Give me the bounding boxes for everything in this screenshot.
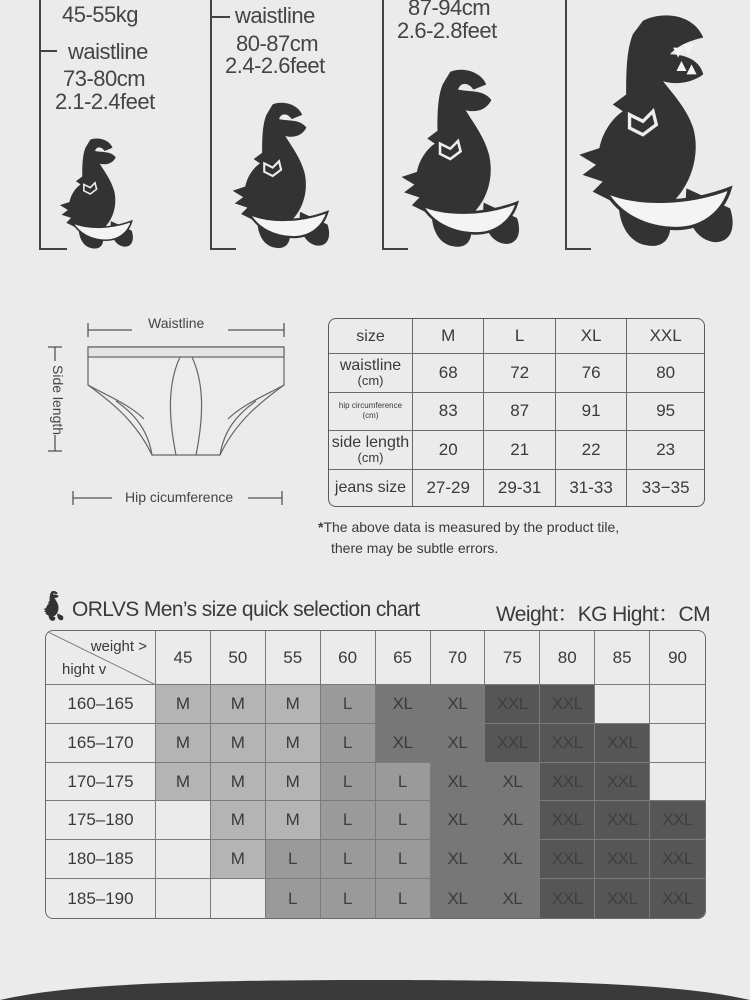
weight-header-cell: 90	[650, 631, 705, 685]
spec-row-label-text: hip circumference	[338, 401, 403, 411]
height-row-header: 170–175	[46, 763, 156, 802]
measure-line	[565, 0, 567, 250]
spec-row-unit: (cm)	[357, 373, 384, 389]
size-recommendation-text: XXL	[606, 771, 638, 791]
weight-header-cell: 80	[540, 631, 595, 685]
size-recommendation-cell	[540, 801, 595, 840]
size-recommendation-cell	[431, 879, 486, 918]
size-recommendation-text: M	[175, 732, 191, 752]
size-recommendation-cell	[156, 879, 211, 918]
size-recommendation-text: M	[230, 849, 245, 869]
size-recommendation-cell	[540, 879, 595, 918]
size-recommendation-cell	[595, 840, 650, 879]
weight-header-cell: 55	[266, 631, 321, 685]
size-recommendation-cell	[376, 879, 431, 918]
figure-waist-cm: 80-87cm	[236, 31, 319, 56]
spec-row-label	[329, 354, 413, 393]
size-recommendation-cell	[156, 840, 211, 879]
spec-row-label-text: waistline	[339, 357, 402, 375]
size-recommendation-cell	[595, 879, 650, 918]
size-recommendation-cell	[266, 724, 321, 763]
dinosaur-mascot-icon	[392, 64, 524, 254]
size-recommendation-text: L	[342, 771, 353, 791]
size-recommendation-text: XL	[447, 693, 468, 713]
note-line-1: The above data is measured by the product tile,	[323, 519, 620, 535]
size-recommendation-cell	[156, 685, 211, 724]
spec-value: 68	[413, 354, 484, 393]
size-recommendation-text: XXL	[551, 888, 583, 908]
size-recommendation-text: L	[397, 810, 408, 830]
size-recommendation-cell	[211, 724, 266, 763]
size-recommendation-text: XXL	[662, 810, 693, 830]
measure-line	[382, 0, 384, 250]
dinosaur-mascot-icon	[568, 4, 738, 252]
size-recommendation-cell	[211, 685, 266, 724]
quick-chart-title-bar	[40, 590, 710, 630]
size-recommendation-cell	[431, 801, 486, 840]
size-recommendation-text: XL	[392, 732, 413, 752]
spec-value: 31-33	[556, 470, 627, 506]
size-recommendation-text: L	[342, 888, 353, 908]
size-recommendation-cell	[595, 801, 650, 840]
briefs-measurement-diagram	[40, 305, 300, 515]
spec-value: 29-31	[484, 470, 555, 506]
size-recommendation-cell	[211, 763, 266, 802]
size-recommendation-cell	[321, 763, 376, 802]
spec-value: 22	[556, 431, 627, 470]
spec-value: 87	[484, 393, 555, 430]
size-recommendation-text: L	[342, 810, 353, 830]
measurement-note	[318, 517, 619, 559]
figure-waist-feet: 2.6-2.8feet	[397, 18, 497, 43]
weight-header-cell: 75	[485, 631, 540, 685]
size-recommendation-cell	[431, 763, 486, 802]
spec-value: 21	[484, 431, 555, 470]
size-recommendation-text: M	[175, 771, 191, 791]
spec-row-label	[329, 393, 413, 430]
size-recommendation-text: L	[342, 732, 353, 752]
waistline-dimension-label: Waistline	[148, 315, 205, 331]
spec-header-row	[329, 319, 704, 354]
spec-row	[329, 470, 704, 506]
weight-header-cell: 50	[211, 631, 266, 685]
size-recommendation-cell	[376, 724, 431, 763]
figure-weight: 45-55kg	[62, 2, 139, 27]
size-recommendation-text: XXL	[662, 888, 693, 908]
size-recommendation-text: XXL	[606, 888, 638, 908]
size-recommendation-cell	[266, 879, 321, 918]
size-recommendation-cell	[266, 685, 321, 724]
size-recommendation-text: M	[230, 771, 245, 791]
size-recommendation-text: XXL	[497, 693, 528, 713]
measure-tick	[39, 50, 57, 52]
dinosaur-mascot-icon	[224, 98, 334, 254]
hip-dimension-label: Hip cicumference	[125, 489, 234, 505]
figure-waist-label: waistline	[68, 39, 148, 64]
size-recommendation-cell	[485, 685, 540, 724]
size-recommendation-cell	[485, 801, 540, 840]
spec-size-header: size	[329, 319, 413, 354]
weight-header-cell: 65	[376, 631, 431, 685]
note-line-2: there may be subtle errors.	[331, 540, 499, 556]
size-recommendation-text: XXL	[606, 810, 638, 830]
spec-value: 20	[413, 431, 484, 470]
size-recommendation-cell	[321, 801, 376, 840]
size-recommendation-text: M	[285, 693, 300, 713]
size-recommendation-text: M	[175, 693, 191, 713]
size-recommendation-cell	[485, 763, 540, 802]
size-recommendation-text: XL	[447, 810, 468, 830]
dinosaur-logo-icon	[40, 590, 66, 622]
height-axis-label: hight v	[62, 661, 107, 678]
spec-value: 83	[413, 393, 484, 430]
figure-waist-feet: 2.1-2.4feet	[55, 89, 155, 114]
weight-axis-label: weight >	[90, 638, 147, 655]
weight-header-cell: 60	[321, 631, 376, 685]
size-recommendation-cell	[321, 724, 376, 763]
weight-header-cell: 70	[431, 631, 486, 685]
height-row-header: 185–190	[46, 879, 156, 918]
size-recommendation-text: XL	[447, 888, 468, 908]
size-recommendation-text: XXL	[551, 732, 583, 752]
spec-size-cell: M	[413, 319, 484, 354]
size-spec-table	[328, 318, 705, 507]
spec-row-label: jeans size	[329, 470, 413, 506]
figure-waist-cm: 73-80cm	[63, 66, 146, 91]
figure-waist-label: waistline	[235, 3, 315, 28]
spec-value: 80	[627, 354, 704, 393]
spec-value: 91	[556, 393, 627, 430]
bottom-decoration	[0, 978, 750, 1000]
size-recommendation-cell	[321, 840, 376, 879]
side-length-dimension-label: Side length	[50, 365, 66, 436]
size-recommendation-cell	[431, 840, 486, 879]
size-recommendation-text: M	[285, 771, 300, 791]
spec-size-cell: L	[484, 319, 555, 354]
size-recommendation-cell	[376, 685, 431, 724]
height-row-header: 165–170	[46, 724, 156, 763]
spec-row	[329, 431, 704, 470]
height-row-header: 160–165	[46, 685, 156, 724]
size-recommendation-cell	[431, 685, 486, 724]
size-recommendation-text: XL	[447, 771, 468, 791]
size-recommendation-text: M	[230, 732, 245, 752]
size-recommendation-text: XL	[502, 771, 523, 791]
size-recommendation-text: XXL	[551, 849, 583, 869]
size-recommendation-text: L	[288, 849, 298, 869]
size-recommendation-cell	[485, 879, 540, 918]
measure-line	[210, 0, 212, 250]
size-recommendation-cell	[650, 840, 705, 879]
spec-value: 72	[484, 354, 555, 393]
size-recommendation-text: L	[288, 888, 298, 908]
size-recommendation-cell	[321, 879, 376, 918]
size-recommendation-cell	[266, 801, 321, 840]
height-row-header: 180–185	[46, 840, 156, 879]
spec-row-unit: (cm)	[362, 411, 379, 421]
size-recommendation-cell	[376, 801, 431, 840]
size-recommendation-text: L	[342, 849, 353, 869]
size-recommendation-cell	[321, 685, 376, 724]
size-recommendation-text: XXL	[551, 771, 583, 791]
quick-selection-chart	[45, 630, 706, 919]
size-recommendation-cell	[156, 724, 211, 763]
size-recommendation-text: L	[342, 693, 353, 713]
spec-row-unit: (cm)	[357, 449, 384, 465]
size-recommendation-text: XL	[502, 888, 523, 908]
spec-row-label-text: side length	[331, 433, 410, 451]
spec-size-cell: XXL	[627, 319, 704, 354]
spec-row	[329, 354, 704, 393]
spec-row-label	[329, 431, 413, 470]
size-recommendation-text: L	[397, 771, 408, 791]
size-recommendation-cell	[650, 724, 705, 763]
size-recommendation-text: XXL	[551, 810, 583, 830]
spec-value: 33−35	[641, 477, 690, 497]
quick-chart-units: Weight：KG Hight：CM	[495, 603, 710, 626]
size-recommendation-text: XXL	[551, 693, 583, 713]
size-recommendation-cell	[595, 685, 650, 724]
size-recommendation-cell	[650, 879, 705, 918]
size-figure-row	[0, 0, 750, 260]
weight-header-cell: 85	[595, 631, 650, 685]
size-recommendation-cell	[650, 763, 705, 802]
measure-line	[39, 0, 41, 250]
height-row-header: 175–180	[46, 801, 156, 840]
size-recommendation-cell	[431, 724, 486, 763]
size-recommendation-text: XL	[502, 849, 523, 869]
size-recommendation-text: XL	[447, 849, 468, 869]
spec-row	[329, 393, 704, 430]
size-recommendation-cell	[595, 724, 650, 763]
size-recommendation-cell	[266, 763, 321, 802]
size-recommendation-cell	[540, 763, 595, 802]
size-recommendation-cell	[266, 840, 321, 879]
size-recommendation-cell	[376, 840, 431, 879]
size-recommendation-cell	[211, 801, 266, 840]
size-recommendation-cell	[376, 763, 431, 802]
quick-chart-title: ORLVS Men’s size quick selection chart	[72, 598, 420, 621]
spec-value: 27-29	[413, 470, 484, 506]
figure-waist-feet: 2.4-2.6feet	[225, 53, 325, 78]
size-recommendation-text: XXL	[606, 849, 638, 869]
size-recommendation-text: M	[285, 810, 300, 830]
spec-size-cell: XL	[556, 319, 627, 354]
size-recommendation-cell	[540, 685, 595, 724]
weight-header-cell: 45	[156, 631, 211, 685]
size-recommendation-text: XL	[502, 810, 523, 830]
size-recommendation-text: M	[285, 732, 300, 752]
spec-value: 23	[627, 431, 704, 470]
size-recommendation-cell	[540, 840, 595, 879]
size-recommendation-text: XXL	[497, 732, 528, 752]
size-recommendation-text: M	[230, 693, 245, 713]
spec-value: 95	[627, 393, 704, 430]
size-recommendation-cell	[156, 801, 211, 840]
size-recommendation-text: XL	[392, 693, 413, 713]
size-recommendation-text: M	[230, 810, 245, 830]
size-recommendation-text: L	[397, 849, 408, 869]
briefs-outline	[40, 305, 300, 515]
size-recommendation-cell	[156, 763, 211, 802]
size-recommendation-text: L	[397, 888, 408, 908]
size-recommendation-cell	[211, 879, 266, 918]
chart-corner-header	[46, 631, 156, 685]
size-recommendation-cell	[211, 840, 266, 879]
size-recommendation-cell	[485, 724, 540, 763]
dinosaur-mascot-icon	[55, 135, 135, 253]
size-recommendation-cell	[650, 685, 705, 724]
size-recommendation-cell	[540, 724, 595, 763]
size-recommendation-text: XXL	[606, 732, 638, 752]
size-recommendation-cell	[485, 840, 540, 879]
spec-value: 76	[556, 354, 627, 393]
figure-waist-cm: 87-94cm	[408, 0, 491, 20]
size-recommendation-text: XL	[447, 732, 468, 752]
size-recommendation-cell	[595, 763, 650, 802]
size-recommendation-text: XXL	[662, 849, 693, 869]
measure-tick	[210, 16, 230, 18]
size-recommendation-cell	[650, 801, 705, 840]
note-asterisk: *	[318, 519, 324, 535]
